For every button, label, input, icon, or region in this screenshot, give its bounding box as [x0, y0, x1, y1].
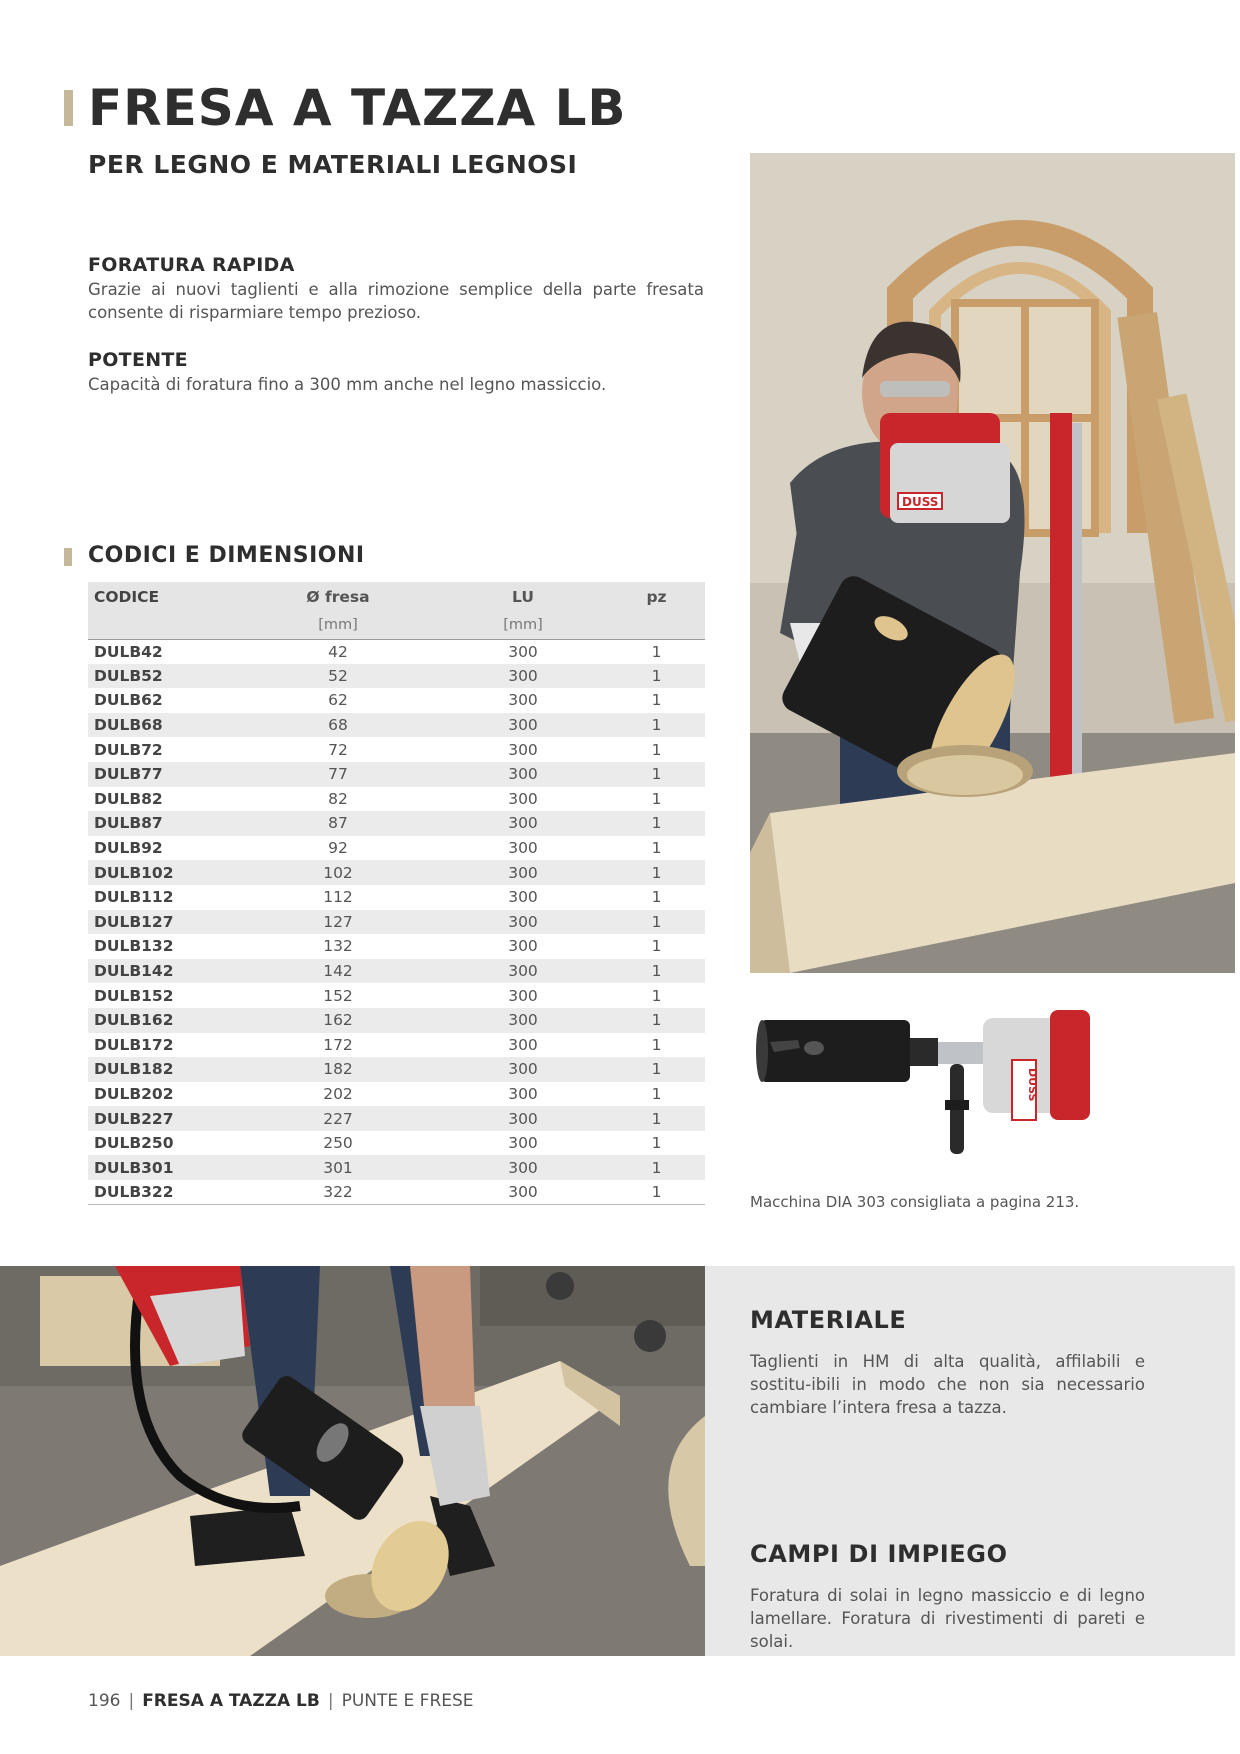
cell-length: 300 [438, 762, 608, 787]
cell-length: 300 [508, 839, 538, 858]
cell-pieces: 1 [651, 1084, 662, 1103]
cell-length: 300 [508, 642, 538, 661]
cell-pieces: 1 [608, 959, 705, 984]
table-row [88, 1106, 705, 1131]
cell-diameter: 82 [328, 789, 348, 808]
cell-code: DULB92 [94, 839, 163, 858]
page-subtitle: PER LEGNO E MATERIALI LEGNOSI [88, 150, 578, 179]
cell-code: DULB152 [94, 986, 174, 1005]
cell-pieces: 1 [608, 1180, 705, 1205]
cell-diameter: 152 [323, 986, 353, 1005]
unit-code [88, 612, 238, 639]
material-text: Taglienti in HM di alta qualità, affilabili e sostitu-ibili in modo che non sia necessario cambiare l’intera fresa a tazza. [750, 1352, 1145, 1417]
feature-text-fast: Grazie ai nuovi taglienti e alla rimozione semplice della parte fresata consente di risparmiare tempo prezioso. [88, 280, 704, 322]
cell-length: 300 [508, 986, 538, 1005]
table-row [88, 1033, 705, 1058]
cell-length: 300 [508, 937, 538, 956]
cell-diameter: 62 [328, 691, 348, 710]
cell-diameter: 127 [238, 910, 438, 935]
cell-diameter: 182 [238, 1057, 438, 1082]
feature-text-powerful: Capacità di foratura fino a 300 mm anche nel legno massiccio. [88, 375, 607, 394]
table-row [88, 1131, 705, 1156]
table-row [88, 1008, 705, 1033]
machine-caption: Macchina DIA 303 consigliata a pagina 213. [750, 1193, 1080, 1211]
page-footer: 196 | FRESA A TAZZA LB | PUNTE E FRESE [88, 1691, 474, 1711]
table-row [88, 639, 705, 664]
cell-code: DULB162 [88, 1008, 238, 1033]
table-row [88, 737, 705, 762]
cell-length: 300 [438, 713, 608, 738]
column-header-code: CODICE [88, 582, 238, 612]
feature-heading-fast: FORATURA RAPIDA [88, 254, 295, 276]
cell-diameter: 52 [238, 664, 438, 689]
table-row [88, 1180, 705, 1205]
cell-code: DULB322 [88, 1180, 238, 1205]
cell-length: 300 [508, 1084, 538, 1103]
cell-pieces: 1 [651, 888, 662, 907]
table-row [88, 688, 705, 713]
material-heading: MATERIALE [750, 1306, 907, 1334]
cell-diameter: 227 [238, 1106, 438, 1131]
page-number: 196 [88, 1691, 121, 1711]
cell-diameter: 301 [238, 1155, 438, 1180]
cell-code: DULB102 [88, 860, 238, 885]
unit-pieces [608, 612, 705, 639]
cell-code: DULB82 [94, 789, 163, 808]
feature-heading-powerful: POTENTE [88, 349, 188, 371]
cell-length: 300 [508, 888, 538, 907]
footer-product: FRESA A TAZZA LB [142, 1691, 320, 1711]
cell-code: DULB182 [88, 1057, 238, 1082]
section-accent-bar [64, 548, 72, 566]
cell-length: 300 [438, 860, 608, 885]
drill-brand-label: DUSS [902, 495, 939, 509]
photo-drilling-beam [0, 1266, 705, 1656]
cell-diameter: 68 [238, 713, 438, 738]
cell-pieces: 1 [651, 1035, 662, 1054]
codes-table [88, 582, 705, 1205]
cell-code: DULB77 [88, 762, 238, 787]
cell-pieces: 1 [608, 762, 705, 787]
cell-pieces: 1 [651, 789, 662, 808]
codes-section-title: CODICI E DIMENSIONI [88, 543, 365, 568]
column-header-pieces: pz [608, 582, 705, 612]
page-title: FRESA A TAZZA LB [88, 79, 627, 137]
photo-drill-machine [750, 1000, 1130, 1170]
cell-pieces: 1 [608, 1057, 705, 1082]
machine-brand-label: DUSS [1026, 1068, 1039, 1102]
cell-code: DULB127 [88, 910, 238, 935]
cell-diameter: 112 [323, 888, 353, 907]
cell-code: DULB62 [94, 691, 163, 710]
cell-pieces: 1 [608, 1106, 705, 1131]
cell-diameter: 42 [328, 642, 348, 661]
usage-heading: CAMPI DI IMPIEGO [750, 1540, 1008, 1568]
cell-diameter: 77 [238, 762, 438, 787]
cell-code: DULB72 [94, 740, 163, 759]
cell-length: 300 [438, 959, 608, 984]
table-row [88, 713, 705, 738]
footer-category: PUNTE E FRESE [341, 1691, 474, 1711]
cell-pieces: 1 [651, 691, 662, 710]
cell-diameter: 202 [323, 1084, 353, 1103]
cell-length: 300 [438, 811, 608, 836]
cell-length: 300 [438, 1057, 608, 1082]
cell-pieces: 1 [651, 937, 662, 956]
column-header-diameter: Ø fresa [238, 582, 438, 612]
cell-pieces: 1 [608, 664, 705, 689]
cell-diameter: 92 [328, 839, 348, 858]
table-row [88, 664, 705, 689]
cell-length: 300 [438, 910, 608, 935]
cell-code: DULB42 [94, 642, 163, 661]
table-units-row [88, 612, 705, 639]
codes-table-body [88, 639, 705, 1205]
cell-length: 300 [508, 1035, 538, 1054]
cell-length: 300 [438, 664, 608, 689]
cell-pieces: 1 [608, 910, 705, 935]
cell-pieces: 1 [651, 1134, 662, 1153]
cell-pieces: 1 [608, 1155, 705, 1180]
cell-pieces: 1 [651, 986, 662, 1005]
cell-code: DULB68 [88, 713, 238, 738]
cell-diameter: 132 [323, 937, 353, 956]
table-row [88, 934, 705, 959]
cell-length: 300 [508, 691, 538, 710]
cell-length: 300 [438, 1106, 608, 1131]
table-row [88, 762, 705, 787]
cell-length: 300 [438, 1180, 608, 1205]
cell-diameter: 172 [323, 1035, 353, 1054]
cell-length: 300 [438, 1155, 608, 1180]
title-accent-bar [64, 90, 73, 126]
cell-code: DULB132 [94, 937, 174, 956]
cell-pieces: 1 [608, 860, 705, 885]
cell-code: DULB250 [94, 1134, 174, 1153]
cell-code: DULB142 [88, 959, 238, 984]
table-row [88, 1155, 705, 1180]
cell-length: 300 [438, 1008, 608, 1033]
cell-length: 300 [508, 740, 538, 759]
table-row [88, 885, 705, 910]
cell-pieces: 1 [651, 839, 662, 858]
cell-code: DULB301 [88, 1155, 238, 1180]
cell-pieces: 1 [608, 1008, 705, 1033]
table-row [88, 836, 705, 861]
table-row [88, 811, 705, 836]
unit-length: [mm] [438, 612, 608, 639]
cell-diameter: 162 [238, 1008, 438, 1033]
cell-length: 300 [508, 1134, 538, 1153]
cell-diameter: 142 [238, 959, 438, 984]
cell-diameter: 250 [323, 1134, 353, 1153]
cell-code: DULB52 [88, 664, 238, 689]
cell-code: DULB87 [88, 811, 238, 836]
column-header-length: LU [438, 582, 608, 612]
usage-text: Foratura di solai in legno massiccio e di legno lamellare. Foratura di rivestimenti di pareti e solai. [750, 1586, 1145, 1651]
table-row [88, 860, 705, 885]
cell-diameter: 102 [238, 860, 438, 885]
unit-diameter: [mm] [238, 612, 438, 639]
table-row [88, 959, 705, 984]
cell-diameter: 87 [238, 811, 438, 836]
cell-code: DULB172 [94, 1035, 174, 1054]
table-row [88, 787, 705, 812]
cell-diameter: 322 [238, 1180, 438, 1205]
photo-worker-drilling [750, 153, 1235, 973]
table-row [88, 1057, 705, 1082]
cell-diameter: 72 [328, 740, 348, 759]
cell-length: 300 [508, 789, 538, 808]
table-row [88, 910, 705, 935]
table-row [88, 983, 705, 1008]
cell-pieces: 1 [651, 642, 662, 661]
cell-pieces: 1 [608, 713, 705, 738]
cell-pieces: 1 [651, 740, 662, 759]
table-header-row [88, 582, 705, 612]
cell-code: DULB227 [88, 1106, 238, 1131]
cell-pieces: 1 [608, 811, 705, 836]
cell-code: DULB202 [94, 1084, 174, 1103]
cell-code: DULB112 [94, 888, 174, 907]
table-row [88, 1082, 705, 1107]
